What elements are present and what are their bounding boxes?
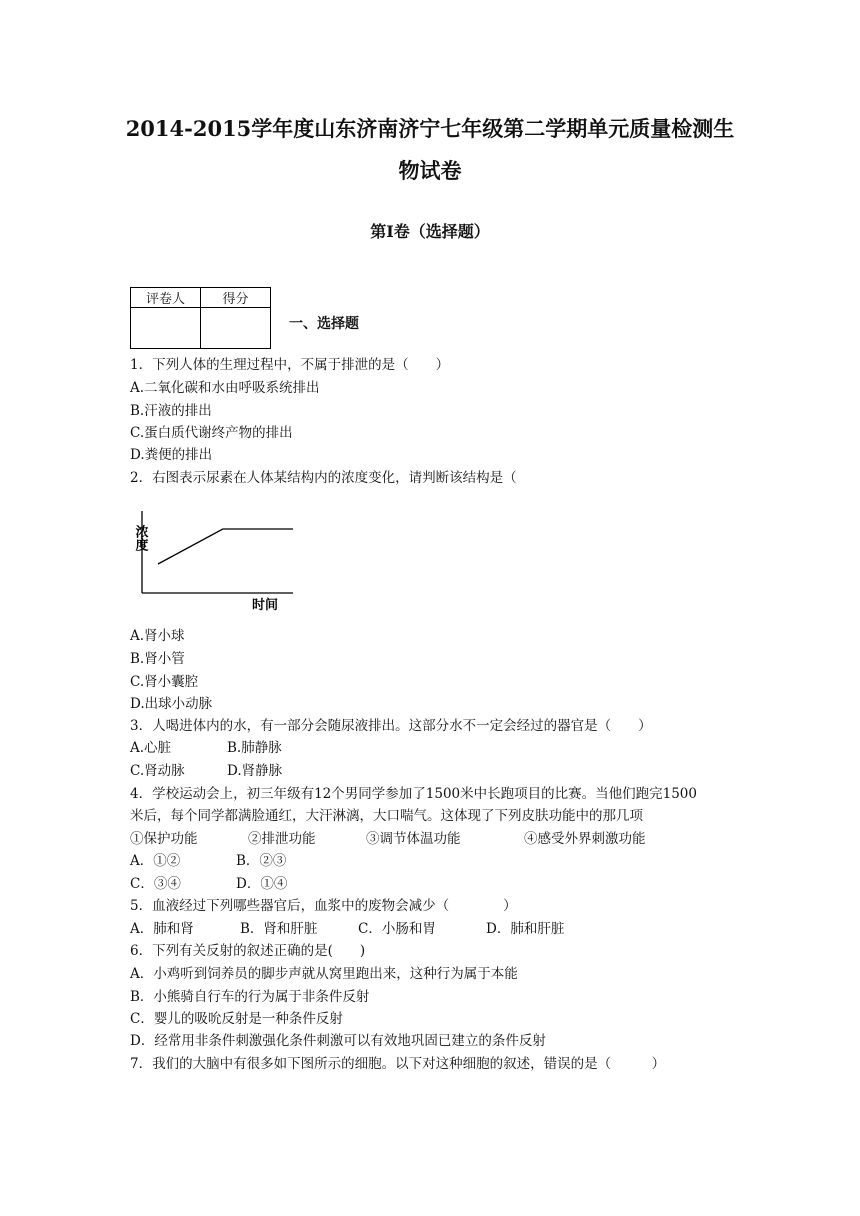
q2-option-d: D.出球小动脉 [130,696,213,712]
q7-stem: 7．我们的大脑中有很多如下图所示的细胞。以下对这种细胞的叙述，错误的是（ ） [130,1056,666,1072]
q5-option-c: C．小肠和胃 [358,921,436,937]
y-axis-label: 浓度 [132,525,148,551]
section-heading: 一、选择题 [289,316,359,332]
q3-row2 [130,765,282,779]
q3-row1 [130,742,282,756]
q3-option-b: B.肺静脉 [227,740,282,756]
q6-option-c: C．婴儿的吸吮反射是一种条件反射 [130,1011,343,1027]
q1-option-c: C.蛋白质代谢终产物的排出 [130,425,293,441]
q3-option-a: A.心脏 [130,740,172,756]
q3-stem: 3．人喝进体内的水，有一部分会随尿液排出。这部分水不一定会经过的器官是（ ） [130,718,652,734]
q5-option-d: D．肺和肝脏 [486,921,565,937]
q5-option-a: A．肺和肾 [130,921,194,937]
q1-option-b: B.汗液的排出 [130,403,212,419]
q6-stem: 6．下列有关反射的叙述正确的是( ) [130,943,366,959]
part-title: 第Ⅰ卷（选择题） [370,222,490,241]
q4-item-2: ②排泄功能 [248,831,316,847]
score-table [130,287,271,349]
score-table-cell-grader [131,308,201,349]
q5-options [130,923,564,937]
q4-row2 [130,878,287,892]
q1-option-d: D.粪便的排出 [130,447,213,463]
q4-option-b: B．②③ [236,853,287,869]
urea-concentration-chart [128,503,298,615]
q4-item-3: ③调节体温功能 [366,831,461,847]
q4-item-4: ④感受外界刺激功能 [524,831,646,847]
urea-concentration-line [158,529,293,564]
q2-option-c: C.肾小囊腔 [130,674,199,690]
q4-option-a: A．①② [130,853,181,869]
q3-option-d: D.肾静脉 [227,763,283,779]
x-axis-label: 时间 [252,598,279,613]
score-table-header-score: 得分 [201,288,271,308]
q4-item-1: ①保护功能 [130,831,198,847]
q2-stem: 2．右图表示尿素在人体某结构内的浓度变化，请判断该结构是（ [130,470,517,486]
q5-option-b: B．肾和肝脏 [240,921,318,937]
q4-option-c: C．③④ [130,876,181,892]
q4-option-d: D．①④ [236,876,288,892]
score-table-header-grader: 评卷人 [131,288,201,308]
document-title-line2: 物试卷 [398,158,462,183]
q1-option-a: A.二氧化碳和水由呼吸系统排出 [130,380,320,396]
q4-row1 [130,855,286,869]
q5-stem: 5．血液经过下列哪些器官后，血浆中的废物会减少（ ） [130,898,517,914]
q2-option-b: B.肾小管 [130,651,185,667]
q4-items [130,833,646,847]
document-title-line1: 2014-2015学年度山东济南济宁七年级第二学期单元质量检测生 [125,116,735,141]
q4-line1: 4．学校运动会上，初三年级有12个男同学参加了1500米中长跑项目的比赛。当他们跑完1500 [130,786,697,802]
q1-stem: 1．下列人体的生理过程中，不属于排泄的是（ ） [130,357,450,373]
q6-option-a: A．小鸡听到饲养员的脚步声就从窝里跑出来，这种行为属于本能 [130,966,518,982]
q2-option-a: A.肾小球 [130,628,185,644]
q6-option-d: D．经常用非条件刺激强化条件刺激可以有效地巩固已建立的条件反射 [130,1033,546,1049]
q4-line2: 米后，每个同学都满脸通红，大汗淋漓，大口喘气。这体现了下列皮肤功能中的那几项 [130,808,643,824]
score-table-cell-score [201,308,271,349]
q3-option-c: C.肾动脉 [130,763,185,779]
q6-option-b: B．小熊骑自行车的行为属于非条件反射 [130,989,370,1005]
